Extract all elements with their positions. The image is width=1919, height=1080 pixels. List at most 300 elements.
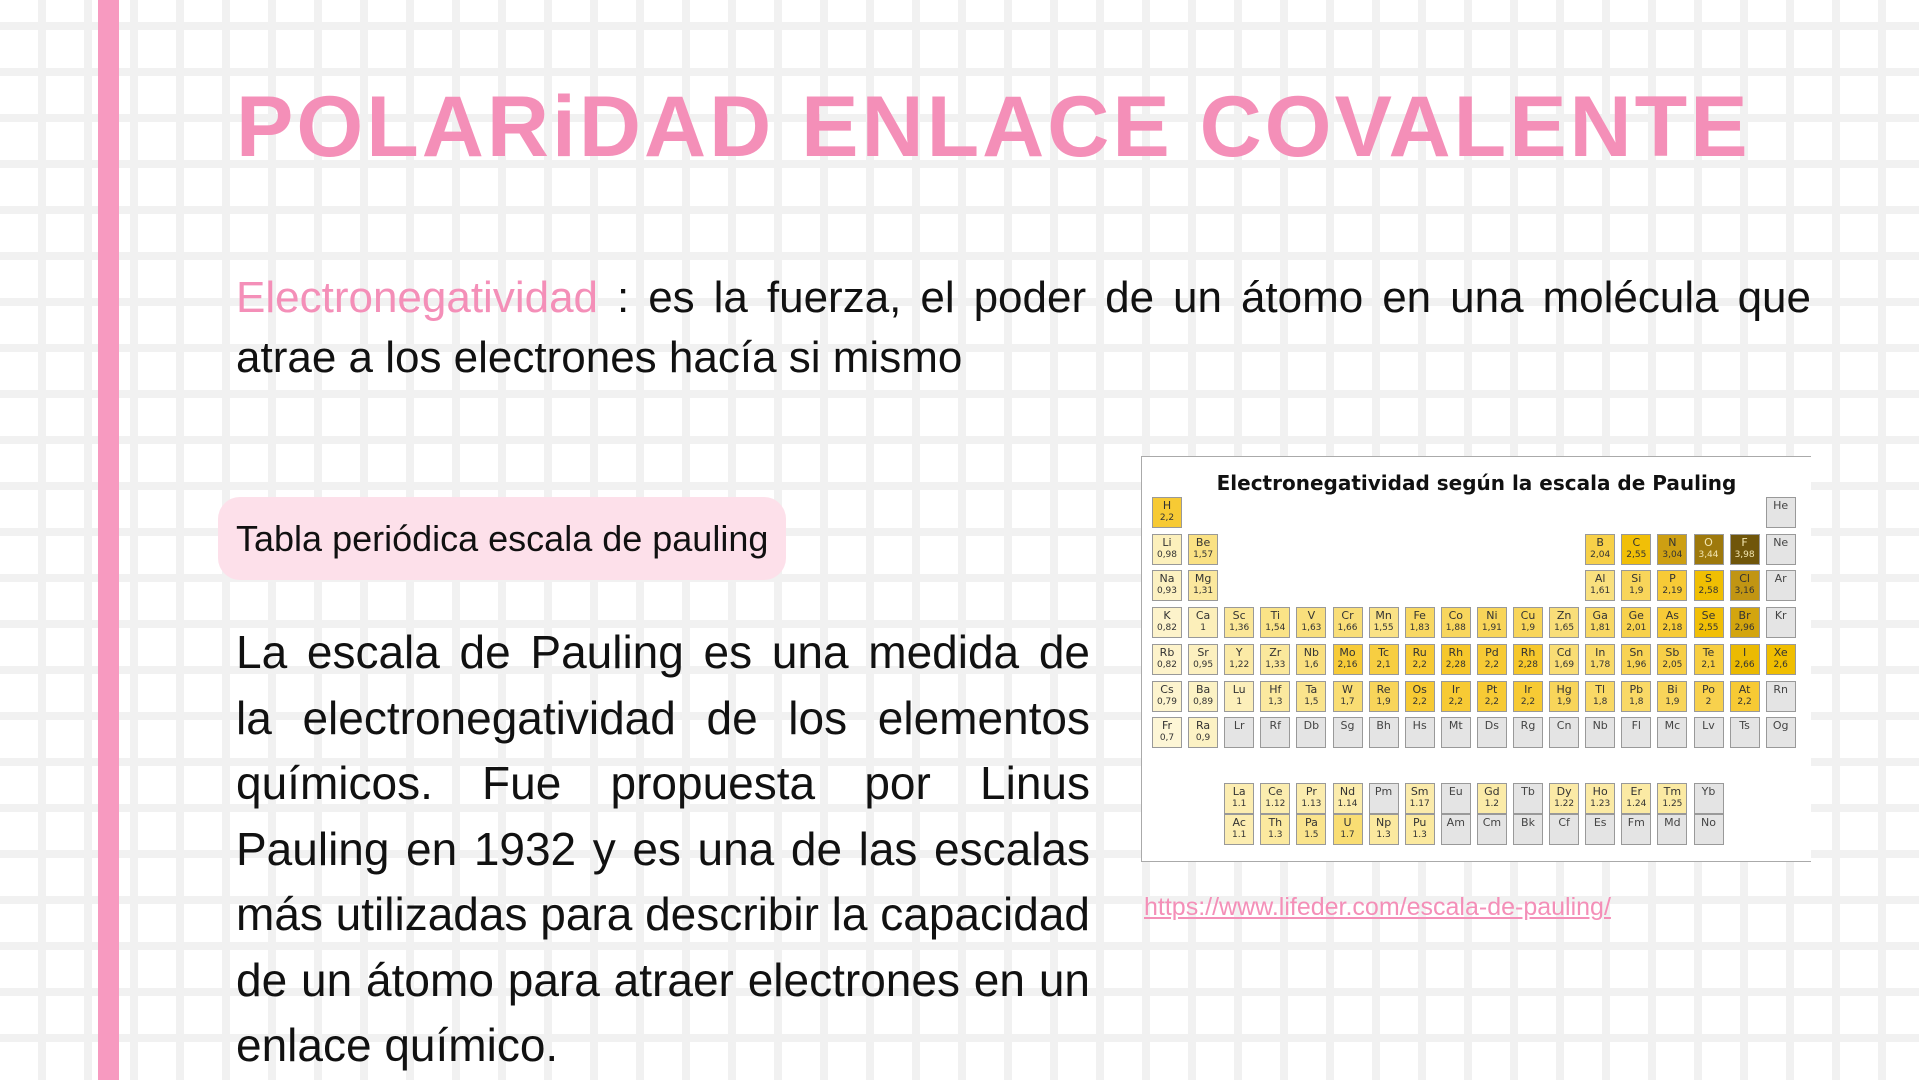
definition-text <box>236 268 1811 388</box>
element-symbol: Np <box>1375 816 1392 829</box>
element-cell-tm <box>1657 783 1687 814</box>
element-symbol: Ne <box>1773 535 1789 549</box>
element-cell-co <box>1441 607 1471 638</box>
element-symbol: Nd <box>1339 785 1356 798</box>
element-symbol: Fl <box>1631 719 1641 733</box>
element-cell-i <box>1730 644 1760 675</box>
element-symbol: Rn <box>1773 682 1788 696</box>
element-symbol: Te <box>1702 645 1715 659</box>
element-symbol: Er <box>1630 785 1643 798</box>
element-cell-rh <box>1441 644 1471 675</box>
element-cell-rg <box>1513 717 1543 748</box>
element-symbol: C <box>1632 535 1641 549</box>
element-cell-mc <box>1657 717 1687 748</box>
element-symbol: Kr <box>1774 609 1787 623</box>
element-symbol: Rb <box>1159 645 1175 659</box>
element-value: 1,9 <box>1376 696 1391 707</box>
element-value: 3,16 <box>1734 586 1755 597</box>
element-cell-eu <box>1441 783 1471 814</box>
element-value: 0,89 <box>1193 696 1214 707</box>
element-symbol: Zn <box>1556 609 1572 623</box>
element-cell-f <box>1730 534 1760 565</box>
element-symbol: Es <box>1593 816 1607 829</box>
element-value: 1,65 <box>1554 623 1575 634</box>
element-symbol: B <box>1596 535 1604 549</box>
element-symbol: Zr <box>1269 645 1282 659</box>
element-value: 1,6 <box>1304 659 1319 670</box>
element-symbol: Tm <box>1663 785 1682 798</box>
element-cell-se <box>1694 607 1724 638</box>
element-symbol: Be <box>1195 535 1211 549</box>
element-value: 1,9 <box>1556 696 1572 707</box>
element-symbol: O <box>1704 535 1713 549</box>
element-symbol: Th <box>1268 816 1283 829</box>
element-cell-pm <box>1369 783 1399 814</box>
element-symbol: Pr <box>1305 785 1317 798</box>
element-symbol: Pt <box>1486 682 1498 696</box>
pill-label: Tabla periódica escala de pauling <box>236 517 769 559</box>
element-symbol: Db <box>1303 719 1320 733</box>
element-cell-bi <box>1657 681 1687 712</box>
element-symbol: Bi <box>1667 682 1678 696</box>
element-cell-ru <box>1405 644 1435 675</box>
element-cell-ta <box>1296 681 1326 712</box>
element-symbol: Ge <box>1628 609 1644 623</box>
definition-body: : es la fuerza, el poder de un átomo en una molécula que atrae a los electrones hacía si mismo <box>236 273 1811 382</box>
element-value: 1.1 <box>1232 830 1247 840</box>
element-cell-np <box>1369 814 1399 845</box>
element-symbol: Pd <box>1485 645 1499 659</box>
element-value: 0,93 <box>1156 586 1178 597</box>
element-value: 2,01 <box>1626 623 1647 634</box>
element-value: 1.14 <box>1337 799 1358 809</box>
element-cell-xe <box>1766 644 1796 675</box>
element-value: 1,88 <box>1445 623 1466 634</box>
element-symbol: Rh <box>1448 645 1464 659</box>
element-value: 1,63 <box>1301 623 1322 634</box>
element-cell-gd <box>1477 783 1507 814</box>
element-value: 2,28 <box>1445 659 1466 670</box>
element-value: 2,58 <box>1698 586 1719 597</box>
element-cell-es <box>1585 814 1615 845</box>
element-value: 2,18 <box>1662 623 1683 634</box>
element-symbol: F <box>1741 535 1748 549</box>
element-value: 2,2 <box>1737 696 1752 707</box>
element-cell-sb <box>1657 644 1687 675</box>
element-value: 0,98 <box>1156 549 1178 560</box>
element-symbol: Li <box>1162 535 1172 549</box>
element-symbol: Nb <box>1592 719 1608 733</box>
element-symbol: Fr <box>1161 719 1173 733</box>
element-symbol: Rg <box>1520 719 1536 733</box>
section-pill <box>218 497 786 580</box>
element-cell-ir <box>1441 681 1471 712</box>
periodic-table-image <box>1141 456 1811 862</box>
element-value: 2,2 <box>1520 696 1536 707</box>
element-cell-ti <box>1260 607 1290 638</box>
element-cell-nb <box>1585 717 1615 748</box>
element-value: 2,2 <box>1448 696 1463 707</box>
element-symbol: I <box>1742 645 1747 659</box>
element-value: 2,28 <box>1517 659 1539 670</box>
element-cell-rn <box>1766 681 1796 712</box>
element-symbol: N <box>1668 535 1677 549</box>
element-symbol: He <box>1773 499 1789 512</box>
element-symbol: Sm <box>1410 785 1429 798</box>
element-symbol: Ce <box>1268 785 1283 798</box>
element-symbol: Sg <box>1340 719 1355 733</box>
element-symbol: Br <box>1738 609 1751 623</box>
element-value: 1,36 <box>1229 623 1250 634</box>
element-cell-bh <box>1369 717 1399 748</box>
element-symbol: Cn <box>1556 719 1572 733</box>
element-cell-th <box>1260 814 1290 845</box>
element-symbol: Md <box>1664 816 1681 829</box>
element-cell-og <box>1766 717 1796 748</box>
element-symbol: Ho <box>1592 785 1608 798</box>
element-symbol: Cf <box>1558 816 1570 829</box>
element-cell-ho <box>1585 783 1615 814</box>
element-symbol: Po <box>1702 682 1715 696</box>
element-value: 2,1 <box>1376 659 1391 670</box>
element-cell-pt <box>1477 681 1507 712</box>
element-symbol: Fe <box>1413 609 1426 623</box>
element-value: 1.23 <box>1590 799 1611 809</box>
element-value: 0,79 <box>1156 696 1178 707</box>
element-symbol: Eu <box>1448 785 1463 798</box>
element-cell-lr <box>1224 717 1254 748</box>
element-cell-at <box>1730 681 1760 712</box>
element-symbol: Lr <box>1233 719 1245 733</box>
element-value: 3,04 <box>1662 549 1683 560</box>
element-symbol: Sc <box>1232 609 1246 623</box>
element-symbol: Cu <box>1520 609 1536 623</box>
element-value: 1,54 <box>1265 623 1286 634</box>
element-cell-fe <box>1405 607 1435 638</box>
element-cell-mg <box>1188 570 1218 601</box>
element-value: 1.7 <box>1340 830 1355 840</box>
element-cell-cr <box>1333 607 1363 638</box>
element-value: 3,44 <box>1698 549 1719 560</box>
element-value: 0,95 <box>1193 659 1214 670</box>
element-symbol: Ra <box>1196 719 1211 733</box>
element-value: 0,82 <box>1156 659 1178 670</box>
element-symbol: Yb <box>1701 785 1716 798</box>
element-cell-cn <box>1549 717 1579 748</box>
element-value: 1.1 <box>1232 799 1247 809</box>
element-cell-ac <box>1224 814 1254 845</box>
element-symbol: Cr <box>1341 609 1354 623</box>
element-symbol: Pa <box>1304 816 1318 829</box>
element-cell-ge <box>1621 607 1651 638</box>
element-value: 1,22 <box>1229 659 1250 670</box>
element-cell-nb <box>1296 644 1326 675</box>
element-cell-fm <box>1621 814 1651 845</box>
definition-term: Electronegatividad <box>236 273 599 322</box>
element-symbol: Ti <box>1270 609 1281 623</box>
element-cell-md <box>1657 814 1687 845</box>
element-cell-s <box>1694 570 1724 601</box>
element-value: 1,7 <box>1340 696 1355 707</box>
page-title: POLARiDAD ENLACE COVALENTE <box>236 79 1751 175</box>
element-value: 1,91 <box>1481 623 1502 634</box>
element-cell-he <box>1766 497 1796 528</box>
element-cell-na <box>1152 570 1182 601</box>
element-cell-rf <box>1260 717 1290 748</box>
element-cell-cl <box>1730 570 1760 601</box>
element-value: 1,8 <box>1629 696 1644 707</box>
element-value: 1.24 <box>1626 799 1647 809</box>
element-cell-v <box>1296 607 1326 638</box>
element-cell-te <box>1694 644 1724 675</box>
element-cell-ts <box>1730 717 1760 748</box>
element-symbol: Sn <box>1629 645 1644 659</box>
element-cell-cu <box>1513 607 1543 638</box>
source-link[interactable]: https://www.lifeder.com/escala-de-pauling/ <box>1144 893 1611 921</box>
element-symbol: Hs <box>1412 719 1427 733</box>
element-symbol: V <box>1307 609 1316 623</box>
element-cell-fl <box>1621 717 1651 748</box>
element-symbol: No <box>1701 816 1716 829</box>
element-cell-zr <box>1260 644 1290 675</box>
element-cell-yb <box>1694 783 1724 814</box>
element-cell-kr <box>1766 607 1796 638</box>
element-cell-al <box>1585 570 1615 601</box>
element-symbol: Ar <box>1774 572 1787 586</box>
element-cell-ce <box>1260 783 1290 814</box>
element-cell-pu <box>1405 814 1435 845</box>
element-cell-b <box>1585 534 1615 565</box>
element-symbol: Am <box>1446 816 1465 829</box>
element-symbol: Ca <box>1195 609 1211 623</box>
element-value: 1,55 <box>1373 623 1394 634</box>
element-symbol: Ni <box>1486 609 1498 623</box>
element-value: 1,3 <box>1268 696 1283 707</box>
element-symbol: H <box>1162 499 1172 512</box>
element-cell-ca <box>1188 607 1218 638</box>
element-cell-sc <box>1224 607 1254 638</box>
element-symbol: Tl <box>1595 682 1606 696</box>
element-value: 1,78 <box>1590 659 1611 670</box>
element-cell-cs <box>1152 681 1182 712</box>
element-cell-cm <box>1477 814 1507 845</box>
element-cell-sg <box>1333 717 1363 748</box>
element-cell-c <box>1621 534 1651 565</box>
element-symbol: Se <box>1701 609 1716 623</box>
element-symbol: Cm <box>1482 816 1502 829</box>
element-cell-pd <box>1477 644 1507 675</box>
element-value: 2,55 <box>1626 549 1647 560</box>
element-value: 2,66 <box>1734 659 1755 670</box>
element-value: 2,2 <box>1412 696 1427 707</box>
element-cell-hf <box>1260 681 1290 712</box>
element-symbol: Nb <box>1303 645 1319 659</box>
element-symbol: Ta <box>1305 682 1318 696</box>
element-value: 2,55 <box>1698 623 1719 634</box>
element-cell-ds <box>1477 717 1507 748</box>
element-symbol: Ir <box>1451 682 1460 696</box>
element-value: 2,19 <box>1662 586 1683 597</box>
element-cell-hs <box>1405 717 1435 748</box>
element-symbol: Og <box>1772 719 1789 733</box>
element-cell-pr <box>1296 783 1326 814</box>
element-value: 1.25 <box>1662 799 1683 809</box>
element-cell-rb <box>1152 644 1182 675</box>
element-symbol: Xe <box>1773 645 1788 659</box>
element-cell-ne <box>1766 534 1796 565</box>
element-cell-rh <box>1513 644 1543 675</box>
element-cell-ir <box>1513 681 1543 712</box>
element-value: 2,2 <box>1484 659 1500 670</box>
element-value: 1.3 <box>1376 830 1391 840</box>
element-cell-cd <box>1549 644 1579 675</box>
element-symbol: Tb <box>1521 785 1535 798</box>
element-cell-ar <box>1766 570 1796 601</box>
element-symbol: Fm <box>1627 816 1645 829</box>
element-cell-h <box>1152 497 1182 528</box>
element-symbol: Cl <box>1739 572 1750 586</box>
element-symbol: Tc <box>1378 645 1390 659</box>
element-cell-mn <box>1369 607 1399 638</box>
element-symbol: Pu <box>1412 816 1427 829</box>
element-value: 1.13 <box>1301 799 1322 809</box>
element-cell-sn <box>1621 644 1651 675</box>
element-symbol: Pb <box>1629 682 1644 696</box>
element-value: 1,61 <box>1590 586 1611 597</box>
element-value: 2,1 <box>1701 659 1716 670</box>
element-value: 1.12 <box>1265 799 1286 809</box>
element-symbol: Re <box>1376 682 1391 696</box>
element-value: 1.5 <box>1304 830 1319 840</box>
element-symbol: W <box>1342 682 1353 696</box>
element-cell-db <box>1296 717 1326 748</box>
element-cell-o <box>1694 534 1724 565</box>
element-symbol: Ac <box>1232 816 1246 829</box>
element-cell-os <box>1405 681 1435 712</box>
element-cell-re <box>1369 681 1399 712</box>
element-value: 1,5 <box>1304 696 1319 707</box>
element-cell-la <box>1224 783 1254 814</box>
pink-side-bar <box>98 0 119 1080</box>
element-cell-ga <box>1585 607 1615 638</box>
element-cell-nd <box>1333 783 1363 814</box>
element-value: 2,2 <box>1412 659 1427 670</box>
element-value: 2,2 <box>1159 513 1175 523</box>
element-symbol: Cd <box>1556 645 1572 659</box>
element-cell-cf <box>1549 814 1579 845</box>
element-symbol: Ga <box>1592 609 1608 623</box>
element-symbol: Co <box>1448 609 1463 623</box>
element-cell-as <box>1657 607 1687 638</box>
element-cell-k <box>1152 607 1182 638</box>
element-cell-tb <box>1513 783 1543 814</box>
element-value: 2,16 <box>1337 659 1358 670</box>
element-value: 1,31 <box>1193 586 1214 597</box>
element-symbol: As <box>1665 609 1680 623</box>
element-cell-zn <box>1549 607 1579 638</box>
element-cell-ba <box>1188 681 1218 712</box>
element-value: 1 <box>1200 623 1206 634</box>
element-cell-no <box>1694 814 1724 845</box>
element-value: 1,96 <box>1626 659 1647 670</box>
element-cell-hg <box>1549 681 1579 712</box>
element-cell-w <box>1333 681 1363 712</box>
element-symbol: Dy <box>1556 785 1572 798</box>
element-cell-bk <box>1513 814 1543 845</box>
element-cell-sr <box>1188 644 1218 675</box>
element-value: 1.3 <box>1268 830 1283 840</box>
element-cell-er <box>1621 783 1651 814</box>
element-cell-lu <box>1224 681 1254 712</box>
element-cell-n <box>1657 534 1687 565</box>
element-cell-tc <box>1369 644 1399 675</box>
element-value: 1,69 <box>1554 659 1575 670</box>
element-value: 0,7 <box>1159 733 1175 744</box>
element-value: 2,6 <box>1773 659 1788 670</box>
element-cell-be <box>1188 534 1218 565</box>
element-cell-br <box>1730 607 1760 638</box>
element-value: 1,57 <box>1193 549 1214 560</box>
element-symbol: Lv <box>1702 719 1715 733</box>
element-value: 1,9 <box>1665 696 1680 707</box>
element-value: 1,9 <box>1629 586 1644 597</box>
element-value: 2,2 <box>1484 696 1500 707</box>
element-cell-li <box>1152 534 1182 565</box>
element-value: 1,81 <box>1590 623 1611 634</box>
element-cell-ni <box>1477 607 1507 638</box>
element-cell-po <box>1694 681 1724 712</box>
element-symbol: Sb <box>1665 645 1680 659</box>
element-symbol: Si <box>1631 572 1642 586</box>
element-symbol: Rf <box>1269 719 1282 733</box>
element-symbol: Gd <box>1484 785 1500 798</box>
element-symbol: Sr <box>1197 645 1209 659</box>
element-symbol: U <box>1343 816 1352 829</box>
element-cell-y <box>1224 644 1254 675</box>
element-symbol: Bk <box>1521 816 1535 829</box>
element-value: 1.17 <box>1409 799 1430 809</box>
element-symbol: At <box>1738 682 1751 696</box>
element-symbol: La <box>1232 785 1246 798</box>
element-symbol: Lu <box>1232 682 1246 696</box>
element-value: 3,98 <box>1734 549 1755 560</box>
element-symbol: Rh <box>1520 645 1536 659</box>
element-cell-u <box>1333 814 1363 845</box>
element-cell-fr <box>1152 717 1182 748</box>
element-symbol: Os <box>1412 682 1427 696</box>
element-symbol: Ts <box>1739 719 1750 733</box>
element-value: 1 <box>1236 696 1243 707</box>
element-value: 1.2 <box>1484 799 1500 809</box>
element-symbol: Mt <box>1448 719 1463 733</box>
element-symbol: Na <box>1159 572 1175 586</box>
element-symbol: Ds <box>1484 719 1499 733</box>
element-symbol: Mc <box>1664 719 1681 733</box>
element-cell-tl <box>1585 681 1615 712</box>
element-value: 2,96 <box>1734 623 1755 634</box>
element-symbol: Cs <box>1160 682 1174 696</box>
element-value: 1.22 <box>1554 799 1575 809</box>
element-value: 1,9 <box>1520 623 1536 634</box>
element-cell-lv <box>1694 717 1724 748</box>
element-symbol: Ru <box>1412 645 1427 659</box>
element-cell-am <box>1441 814 1471 845</box>
element-value: 0,9 <box>1195 733 1211 744</box>
element-cell-p <box>1657 570 1687 601</box>
element-cell-in <box>1585 644 1615 675</box>
element-value: 2,05 <box>1662 659 1683 670</box>
element-symbol: Ir <box>1524 682 1532 696</box>
